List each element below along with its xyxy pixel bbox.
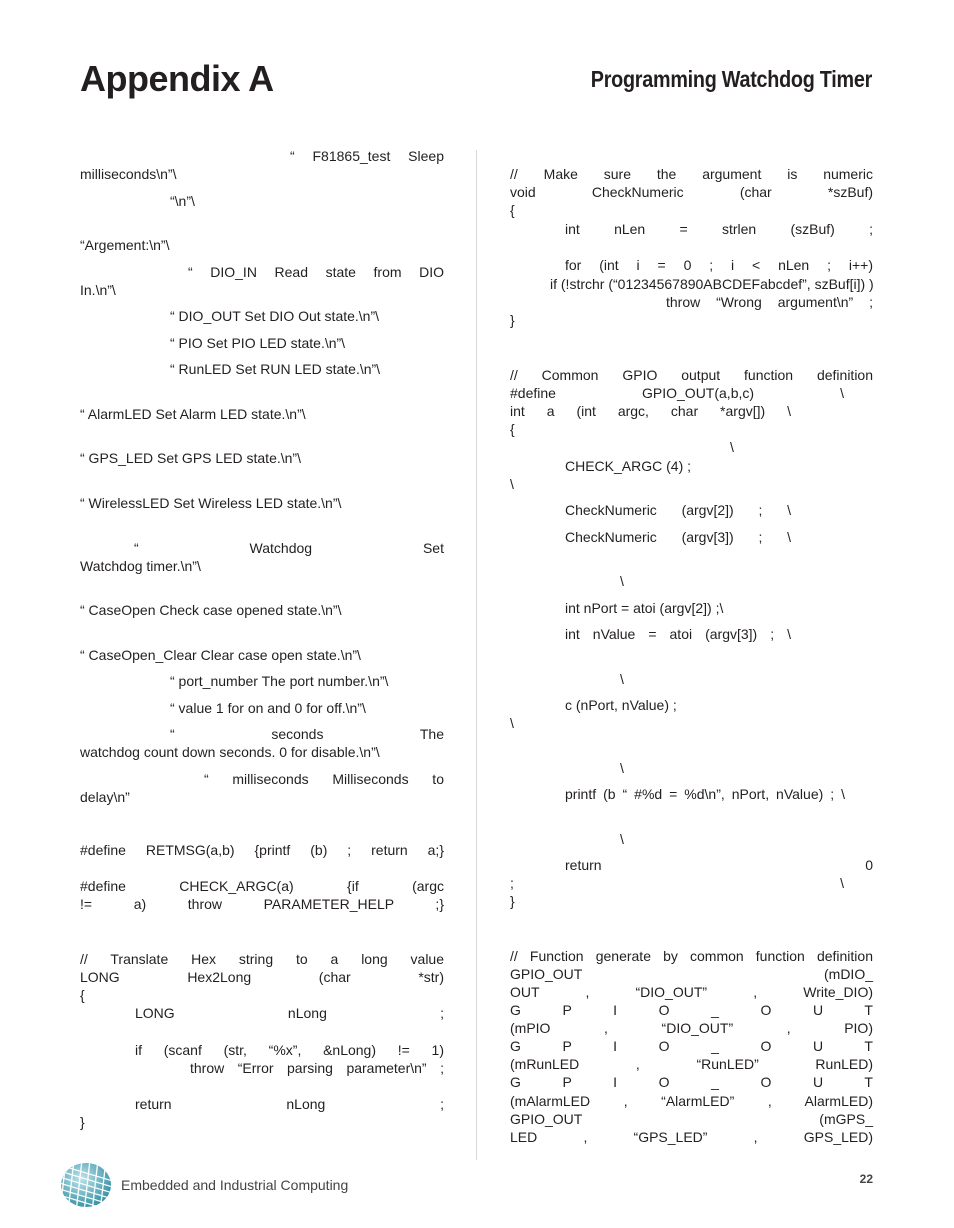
code-line: int nLen = strlen (szBuf) ; — [565, 221, 873, 237]
code-line: throw “Wrong argument\n” ; — [666, 294, 873, 310]
code-line: “ Watchdog Set — [134, 540, 444, 556]
code-line: // Function generate by common function definition — [510, 948, 873, 964]
code-line: (mAlarmLED , “AlarmLED” , AlarmLED) — [510, 1093, 873, 1109]
code-line: “\n”\ — [170, 193, 195, 209]
code-line: != a) throw PARAMETER_HELP ;} — [80, 896, 444, 912]
code-line: milliseconds\n”\ — [80, 166, 177, 182]
code-line: LED , “GPS_LED” , GPS_LED) — [510, 1129, 873, 1145]
code-line: for (int i = 0 ; i < nLen ; i++) — [565, 257, 873, 273]
code-line: “ DIO_OUT Set DIO Out state.\n”\ — [170, 308, 380, 324]
code-line: // Common GPIO output function definition — [510, 367, 873, 383]
code-line: “ AlarmLED Set Alarm LED state.\n”\ — [80, 406, 306, 422]
code-line: “ DIO_IN Read state from DIO — [188, 264, 444, 280]
code-line: G P I O _ O U T — [510, 1074, 873, 1090]
code-line: #define GPIO_OUT(a,b,c) \ — [510, 385, 844, 401]
code-line: } — [80, 1114, 85, 1130]
code-line: void CheckNumeric (char *szBuf) — [510, 184, 873, 200]
code-line: G P I O _ O U T — [510, 1038, 873, 1054]
code-line: #define CHECK_ARGC(a) {if (argc — [80, 878, 444, 894]
code-line: (mRunLED , “RunLED” RunLED) — [510, 1056, 873, 1072]
code-line: “ CaseOpen_Clear Clear case open state.\n”\ — [80, 647, 361, 663]
code-line: “ RunLED Set RUN LED state.\n”\ — [170, 361, 381, 377]
code-line: c (nPort, nValue) ; — [565, 697, 677, 713]
code-line: Watchdog timer.\n”\ — [80, 558, 201, 574]
code-line: \ — [620, 831, 624, 847]
code-line: \ — [730, 439, 734, 455]
code-line: “ seconds The — [170, 726, 444, 742]
code-line: // Translate Hex string to a long value — [80, 951, 444, 967]
code-line: \ — [510, 476, 514, 492]
code-line: CheckNumeric (argv[3]) ; \ — [565, 529, 791, 545]
code-line: int a (int argc, char *argv[]) \ — [510, 403, 791, 419]
code-line: “ F81865_test Sleep — [290, 148, 444, 164]
footer-company: Embedded and Industrial Computing — [121, 1177, 349, 1193]
page-number: 22 — [859, 1172, 873, 1186]
company-logo-icon — [60, 1162, 112, 1208]
code-line: “ milliseconds Milliseconds to — [204, 771, 444, 787]
code-line: watchdog count down seconds. 0 for disable.\n”\ — [80, 744, 380, 760]
code-line: } — [510, 893, 515, 909]
code-line: GPIO_OUT (mDIO_ — [510, 966, 873, 982]
code-line: “ GPS_LED Set GPS LED state.\n”\ — [80, 450, 301, 466]
code-line: \ — [620, 760, 624, 776]
code-line: OUT , “DIO_OUT” , Write_DIO) — [510, 984, 873, 1000]
code-line: \ — [510, 715, 514, 731]
code-line: // Make sure the argument is numeric — [510, 166, 873, 182]
code-line: if (scanf (str, “%x”, &nLong) != 1) — [135, 1042, 444, 1058]
code-line: GPIO_OUT (mGPS_ — [510, 1111, 873, 1127]
chapter-subtitle: Programming Watchdog Timer — [590, 66, 872, 92]
code-line: “ WirelessLED Set Wireless LED state.\n”\ — [80, 495, 342, 511]
code-line: printf (b “ #%d = %d\n”, nPort, nValue) ; \ — [565, 786, 845, 802]
code-line: { — [80, 987, 85, 1003]
code-line: if (!strchr (“01234567890ABCDEFabcdef”, szBuf[i]) ) — [550, 276, 874, 292]
code-line: \ — [620, 573, 624, 589]
code-line: LONG Hex2Long (char *str) — [80, 969, 444, 985]
page-title: Appendix A — [80, 58, 274, 99]
code-line: “ CaseOpen Check case opened state.\n”\ — [80, 602, 342, 618]
code-line: CHECK_ARGC (4) ; — [565, 458, 692, 474]
code-line: “Argement:\n”\ — [80, 237, 170, 253]
code-line: { — [510, 421, 515, 437]
code-line: int nPort = atoi (argv[2]) ;\ — [565, 600, 724, 616]
code-line: delay\n” — [80, 789, 130, 805]
code-line: int nValue = atoi (argv[3]) ; \ — [565, 626, 791, 642]
code-line: G P I O _ O U T — [510, 1002, 873, 1018]
code-line: } — [510, 312, 515, 328]
code-line: return nLong ; — [135, 1096, 444, 1112]
code-line: LONG nLong ; — [135, 1005, 444, 1021]
code-line: CheckNumeric (argv[2]) ; \ — [565, 502, 791, 518]
code-line: “ port_number The port number.\n”\ — [170, 673, 389, 689]
code-line: return 0 — [565, 857, 873, 873]
code-line: #define RETMSG(a,b) {printf (b) ; return a;} — [80, 842, 444, 858]
code-line: (mPIO , “DIO_OUT” , PIO) — [510, 1020, 873, 1036]
code-line: throw “Error parsing parameter\n” ; — [190, 1060, 444, 1076]
code-line: “ PIO Set PIO LED state.\n”\ — [170, 335, 346, 351]
code-line: In.\n”\ — [80, 282, 116, 298]
column-divider — [476, 150, 477, 1160]
code-line: { — [510, 202, 515, 218]
code-line: \ — [620, 671, 624, 687]
code-line: ; \ — [510, 875, 844, 891]
code-line: “ value 1 for on and 0 for off.\n”\ — [170, 700, 366, 716]
